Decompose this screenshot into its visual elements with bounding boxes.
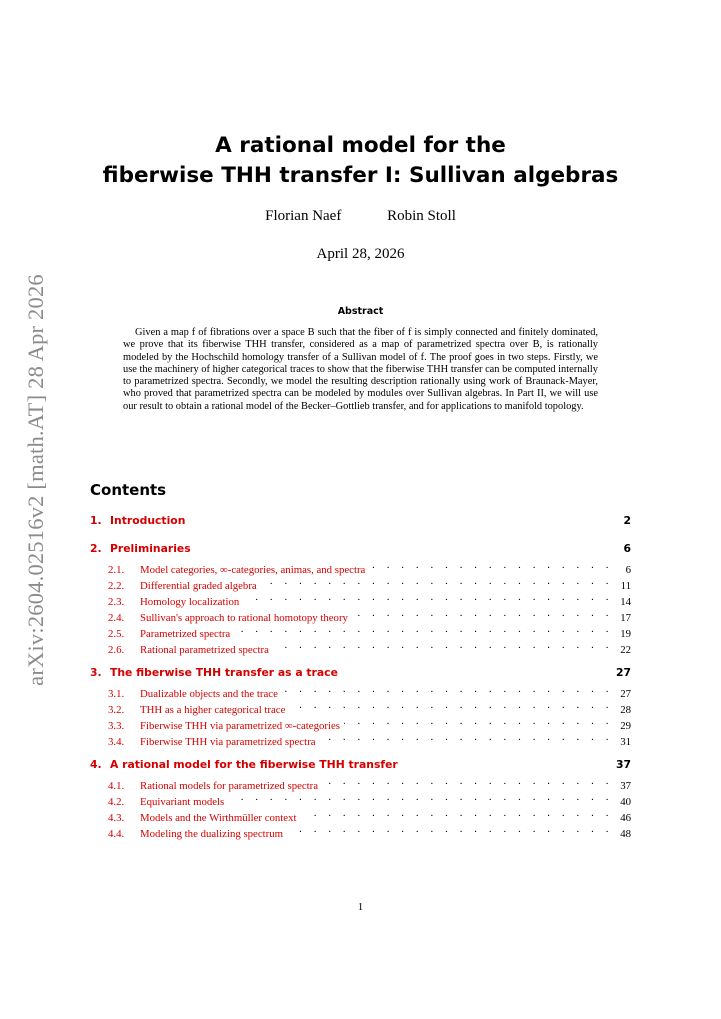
toc-subsection-link[interactable]: Sullivan's approach to rational homotopy theory: [140, 612, 348, 624]
author-list: [0, 208, 721, 225]
toc-section-link[interactable]: Preliminaries: [110, 542, 191, 555]
toc-subsection-link[interactable]: Modeling the dualizing spectrum: [140, 828, 284, 840]
toc-subsection-number: 2.1.: [108, 564, 125, 576]
toc-leader-dots: [282, 681, 613, 697]
toc-subsection-link[interactable]: Models and the Wirthmüller context: [140, 812, 297, 824]
toc-section-number: 3.: [90, 666, 102, 679]
toc-page-number: 28: [620, 704, 631, 716]
toc-subsection-link[interactable]: Homology localization: [140, 596, 240, 608]
toc-subsection-link[interactable]: Differential graded algebra: [140, 580, 257, 592]
toc-leader-dots: [352, 605, 613, 621]
toc-page-number: 17: [620, 612, 631, 624]
toc-subsection-link[interactable]: Parametrized spectra: [140, 628, 231, 640]
toc-subsection-number: 2.3.: [108, 596, 125, 608]
toc-subsection-number: 2.6.: [108, 644, 125, 656]
publication-date: April 28, 2026: [316, 246, 405, 262]
toc-subsection-number: 2.2.: [108, 580, 125, 592]
toc-subsection-link[interactable]: Rational parametrized spectra: [140, 644, 269, 656]
abstract-heading: Abstract: [337, 306, 384, 317]
toc-section: [90, 541, 631, 656]
toc-subsection-number: 3.3.: [108, 720, 125, 732]
toc-leader-dots: [273, 637, 613, 653]
toc-leader-dots: [243, 589, 613, 605]
toc-leader-dots: [287, 821, 613, 837]
toc-page-number: 11: [620, 580, 631, 592]
toc-section-link[interactable]: Introduction: [110, 514, 186, 527]
toc-subsection-number: 3.2.: [108, 704, 125, 716]
arxiv-identifier: arXiv:2604.02516v2 [math.AT] 28 Apr 2026: [23, 274, 48, 686]
toc-section-entry[interactable]: [90, 541, 631, 557]
contents-heading: Contents: [90, 481, 167, 499]
toc-leader-dots: [228, 789, 613, 805]
toc-subsection-link[interactable]: Dualizable objects and the trace: [140, 688, 278, 700]
toc-page-number: 27: [615, 666, 631, 679]
toc-leader-dots: [319, 729, 613, 745]
toc-subsection-number: 3.4.: [108, 736, 125, 748]
toc-page-number: 29: [620, 720, 631, 732]
toc-page-number: 40: [620, 796, 631, 808]
toc-page-number: 14: [620, 596, 631, 608]
toc-leader-dots: [261, 573, 613, 589]
toc-page-number: 27: [620, 688, 631, 700]
toc-section-link[interactable]: The fiberwise THH transfer as a trace: [110, 666, 338, 679]
title-line-2: fiberwise THH transfer I: Sullivan algebras: [102, 163, 619, 188]
toc-subsection-number: 4.1.: [108, 780, 125, 792]
toc-section: [90, 757, 631, 840]
toc-page-number: 6: [625, 564, 631, 576]
title-line-1: A rational model for the: [215, 133, 506, 158]
table-of-contents: [90, 513, 631, 849]
toc-section-number: 4.: [90, 758, 102, 771]
toc-leader-dots: [234, 621, 613, 637]
toc-subsection-link[interactable]: Rational models for parametrized spectra: [140, 780, 319, 792]
toc-page-number: 37: [615, 758, 631, 771]
toc-leader-dots: [289, 697, 613, 713]
toc-section-entry[interactable]: [90, 665, 631, 681]
toc-subsection-link[interactable]: THH as a higher categorical trace: [140, 704, 286, 716]
toc-subsection-number: 2.5.: [108, 628, 125, 640]
toc-page-number: 6: [623, 542, 631, 555]
toc-page-number: 37: [620, 780, 631, 792]
toc-leader-dots: [322, 773, 613, 789]
toc-section-link[interactable]: A rational model for the fiberwise THH transfer: [110, 758, 398, 771]
toc-leader-dots: [301, 805, 614, 821]
toc-subsection-number: 4.3.: [108, 812, 125, 824]
toc-section-entry[interactable]: [90, 757, 631, 773]
author-name: Florian Naef: [265, 208, 342, 224]
toc-subsection-number: 3.1.: [108, 688, 125, 700]
abstract-body: Given a map f of fibrations over a space B such that the fiber of f is simply connected and finitely dominated, we prove that its fiberwise THH transfer, considered as a map of parametrized spectra over B, is rationally modeled by the Hochschild homology transfer of a Sullivan model of f. The proof goes in two steps. Firstly, we use the machinery of higher categorical traces to show that the fiberwise THH transfer can be computed internally to parametrized spectra. Secondly, we model the resulting description rationally using work of Braunack-Mayer, who proved that parametrized spectra can be modeled by modules over Sullivan algebras. In Part II, we will use our result to obtain a rational model of the Becker–Gottlieb transfer, and for applications to manifold topology.: [123, 327, 598, 412]
paper-title: [60, 131, 661, 191]
toc-section: [90, 665, 631, 748]
toc-subsection-link[interactable]: Fiberwise THH via parametrized spectra: [140, 736, 316, 748]
toc-section-entry[interactable]: [90, 513, 631, 529]
page-number: 1: [357, 901, 364, 913]
toc-subsection-number: 2.4.: [108, 612, 125, 624]
toc-subsection-link[interactable]: Fiberwise THH via parametrized ∞-categories: [140, 720, 340, 732]
toc-leader-dots: [369, 557, 613, 573]
toc-subsection-entry[interactable]: [90, 773, 631, 792]
arxiv-sidebar-stamp: [10, 274, 62, 686]
toc-page-number: 48: [620, 828, 631, 840]
toc-section-number: 2.: [90, 542, 102, 555]
toc-section-number: 1.: [90, 514, 102, 527]
author-name: Robin Stoll: [387, 208, 456, 224]
toc-subsection-entry[interactable]: [90, 557, 631, 576]
toc-subsection-number: 4.2.: [108, 796, 125, 808]
toc-subsection-link[interactable]: Model categories, ∞-categories, animas, and spectra: [140, 564, 366, 576]
toc-page-number: 2: [623, 514, 631, 527]
toc-page-number: 19: [620, 628, 631, 640]
toc-leader-dots: [344, 713, 613, 729]
toc-subsection-link[interactable]: Equivariant models: [140, 796, 225, 808]
toc-page-number: 22: [620, 644, 631, 656]
toc-subsection-entry[interactable]: [90, 681, 631, 700]
toc-page-number: 31: [620, 736, 631, 748]
toc-page-number: 46: [620, 812, 631, 824]
toc-section: [90, 513, 631, 529]
toc-subsection-number: 4.4.: [108, 828, 125, 840]
